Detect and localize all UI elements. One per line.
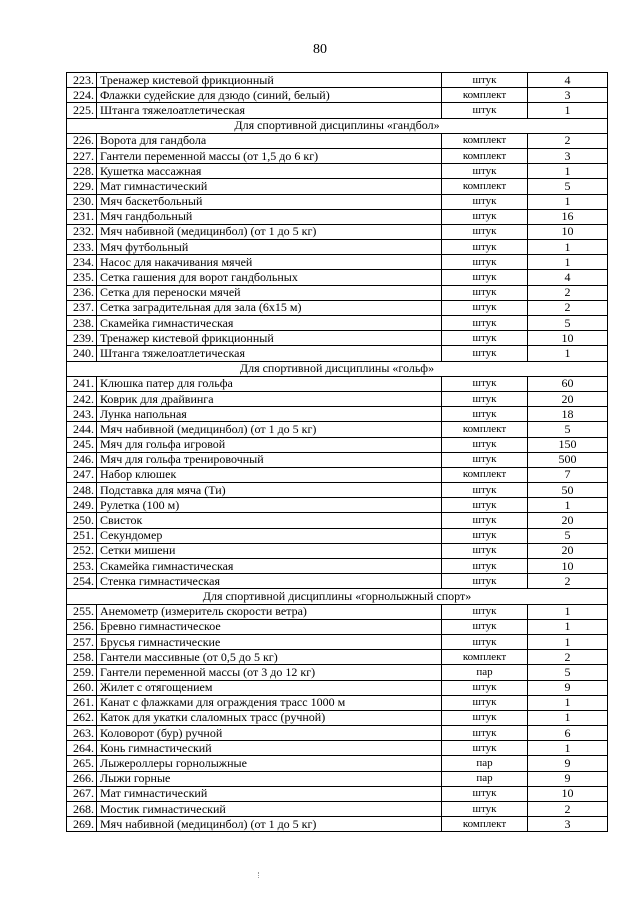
row-number: 263. — [67, 726, 97, 741]
table-row — [67, 756, 608, 771]
item-name: Флажки судейские для дзюдо (синий, белый) — [97, 88, 442, 103]
row-number: 236. — [67, 285, 97, 300]
table-row — [67, 148, 608, 163]
item-quantity: 3 — [528, 148, 608, 163]
table-row — [67, 224, 608, 239]
row-number: 269. — [67, 817, 97, 832]
item-unit: штук — [442, 741, 528, 756]
row-number: 255. — [67, 604, 97, 619]
item-quantity: 2 — [528, 300, 608, 315]
row-number: 228. — [67, 164, 97, 179]
item-unit: штук — [442, 240, 528, 255]
section-header-row — [67, 118, 608, 133]
item-quantity: 9 — [528, 771, 608, 786]
item-unit: штук — [442, 559, 528, 574]
section-title: Для спортивной дисциплины «гандбол» — [67, 118, 608, 133]
item-unit: комплект — [442, 148, 528, 163]
row-number: 234. — [67, 255, 97, 270]
item-quantity: 5 — [528, 179, 608, 194]
item-quantity: 9 — [528, 756, 608, 771]
row-number: 254. — [67, 574, 97, 589]
row-number: 233. — [67, 240, 97, 255]
item-unit: комплект — [442, 133, 528, 148]
item-quantity: 1 — [528, 604, 608, 619]
item-name: Сетки мишени — [97, 543, 442, 558]
table-row — [67, 726, 608, 741]
item-quantity: 2 — [528, 285, 608, 300]
item-name: Тренажер кистевой фрикционный — [97, 331, 442, 346]
item-unit: штук — [442, 194, 528, 209]
item-name: Мостик гимнастический — [97, 802, 442, 817]
item-quantity: 1 — [528, 634, 608, 649]
item-quantity: 7 — [528, 467, 608, 482]
table-row — [67, 376, 608, 391]
item-unit: пар — [442, 756, 528, 771]
item-unit: штук — [442, 209, 528, 224]
item-unit: комплект — [442, 88, 528, 103]
item-quantity: 5 — [528, 665, 608, 680]
item-unit: штук — [442, 710, 528, 725]
item-name: Мяч набивной (медицинбол) (от 1 до 5 кг) — [97, 422, 442, 437]
item-quantity: 50 — [528, 483, 608, 498]
table-row — [67, 346, 608, 361]
row-number: 237. — [67, 300, 97, 315]
row-number: 245. — [67, 437, 97, 452]
item-unit: штук — [442, 270, 528, 285]
row-number: 224. — [67, 88, 97, 103]
row-number: 238. — [67, 316, 97, 331]
item-name: Гантели массивные (от 0,5 до 5 кг) — [97, 650, 442, 665]
item-unit: штук — [442, 634, 528, 649]
table-row — [67, 559, 608, 574]
row-number: 265. — [67, 756, 97, 771]
item-name: Рулетка (100 м) — [97, 498, 442, 513]
item-name: Мяч для гольфа игровой — [97, 437, 442, 452]
row-number: 249. — [67, 498, 97, 513]
table-row — [67, 270, 608, 285]
item-quantity: 3 — [528, 817, 608, 832]
table-row — [67, 73, 608, 88]
table-row — [67, 194, 608, 209]
item-quantity: 20 — [528, 513, 608, 528]
item-quantity: 1 — [528, 255, 608, 270]
equipment-table — [66, 72, 608, 832]
row-number: 232. — [67, 224, 97, 239]
item-unit: штук — [442, 498, 528, 513]
row-number: 253. — [67, 559, 97, 574]
item-quantity: 1 — [528, 619, 608, 634]
item-name: Сетка заградительная для зала (6х15 м) — [97, 300, 442, 315]
item-quantity: 9 — [528, 680, 608, 695]
item-name: Мяч гандбольный — [97, 209, 442, 224]
table-row — [67, 741, 608, 756]
item-quantity: 2 — [528, 133, 608, 148]
table-row — [67, 619, 608, 634]
row-number: 240. — [67, 346, 97, 361]
table-row — [67, 88, 608, 103]
row-number: 235. — [67, 270, 97, 285]
table-row — [67, 316, 608, 331]
table-row — [67, 179, 608, 194]
row-number: 257. — [67, 634, 97, 649]
item-quantity: 1 — [528, 710, 608, 725]
row-number: 229. — [67, 179, 97, 194]
row-number: 241. — [67, 376, 97, 391]
table-row — [67, 240, 608, 255]
row-number: 260. — [67, 680, 97, 695]
table-row — [67, 391, 608, 406]
row-number: 266. — [67, 771, 97, 786]
item-unit: комплект — [442, 650, 528, 665]
item-name: Сетка гашения для ворот гандбольных — [97, 270, 442, 285]
item-name: Ворота для гандбола — [97, 133, 442, 148]
item-unit: штук — [442, 619, 528, 634]
item-name: Гантели переменной массы (от 1,5 до 6 кг) — [97, 148, 442, 163]
table-row — [67, 209, 608, 224]
item-unit: пар — [442, 771, 528, 786]
item-quantity: 1 — [528, 741, 608, 756]
table-row — [67, 285, 608, 300]
row-number: 226. — [67, 133, 97, 148]
item-unit: штук — [442, 407, 528, 422]
table-row — [67, 452, 608, 467]
section-title: Для спортивной дисциплины «гольф» — [67, 361, 608, 376]
item-unit: штук — [442, 483, 528, 498]
page-number: 80 — [313, 42, 327, 57]
item-name: Мяч футбольный — [97, 240, 442, 255]
item-unit: комплект — [442, 817, 528, 832]
row-number: 247. — [67, 467, 97, 482]
item-name: Сетка для переноски мячей — [97, 285, 442, 300]
item-unit: штук — [442, 346, 528, 361]
item-name: Подставка для мяча (Ти) — [97, 483, 442, 498]
item-unit: штук — [442, 103, 528, 118]
table-row — [67, 802, 608, 817]
item-name: Клюшка патер для гольфа — [97, 376, 442, 391]
item-unit: штук — [442, 224, 528, 239]
item-unit: комплект — [442, 179, 528, 194]
table-row — [67, 437, 608, 452]
table-row — [67, 771, 608, 786]
item-name: Коврик для драйвинга — [97, 391, 442, 406]
item-quantity: 2 — [528, 802, 608, 817]
item-quantity: 1 — [528, 194, 608, 209]
table-row — [67, 255, 608, 270]
item-name: Штанга тяжелоатлетическая — [97, 346, 442, 361]
item-name: Кушетка массажная — [97, 164, 442, 179]
item-quantity: 1 — [528, 498, 608, 513]
item-unit: штук — [442, 73, 528, 88]
section-title: Для спортивной дисциплины «горнолыжный спорт» — [67, 589, 608, 604]
item-name: Канат с флажками для ограждения трасс 1000 м — [97, 695, 442, 710]
item-unit: комплект — [442, 467, 528, 482]
item-unit: штук — [442, 255, 528, 270]
item-unit: штук — [442, 452, 528, 467]
item-unit: пар — [442, 665, 528, 680]
item-name: Анемометр (измеритель скорости ветра) — [97, 604, 442, 619]
item-name: Секундомер — [97, 528, 442, 543]
item-name: Свисток — [97, 513, 442, 528]
table-row — [67, 634, 608, 649]
item-quantity: 1 — [528, 164, 608, 179]
section-header-row — [67, 361, 608, 376]
item-quantity: 60 — [528, 376, 608, 391]
item-unit: штук — [442, 513, 528, 528]
row-number: 267. — [67, 786, 97, 801]
item-name: Мяч набивной (медицинбол) (от 1 до 5 кг) — [97, 817, 442, 832]
table-row — [67, 710, 608, 725]
item-quantity: 16 — [528, 209, 608, 224]
row-number: 258. — [67, 650, 97, 665]
item-name: Лыжи горные — [97, 771, 442, 786]
table-row — [67, 513, 608, 528]
item-unit: штук — [442, 695, 528, 710]
item-quantity: 1 — [528, 240, 608, 255]
row-number: 239. — [67, 331, 97, 346]
item-quantity: 6 — [528, 726, 608, 741]
table-row — [67, 483, 608, 498]
item-quantity: 5 — [528, 316, 608, 331]
item-name: Брусья гимнастические — [97, 634, 442, 649]
item-name: Штанга тяжелоатлетическая — [97, 103, 442, 118]
row-number: 252. — [67, 543, 97, 558]
item-quantity: 4 — [528, 73, 608, 88]
item-quantity: 10 — [528, 224, 608, 239]
table-row — [67, 422, 608, 437]
item-name: Скамейка гимнастическая — [97, 559, 442, 574]
item-unit: штук — [442, 437, 528, 452]
item-quantity: 10 — [528, 331, 608, 346]
item-name: Мяч для гольфа тренировочный — [97, 452, 442, 467]
item-quantity: 5 — [528, 422, 608, 437]
row-number: 251. — [67, 528, 97, 543]
row-number: 223. — [67, 73, 97, 88]
row-number: 264. — [67, 741, 97, 756]
row-number: 262. — [67, 710, 97, 725]
row-number: 242. — [67, 391, 97, 406]
item-name: Мат гимнастический — [97, 786, 442, 801]
table-row — [67, 786, 608, 801]
row-number: 243. — [67, 407, 97, 422]
item-unit: штук — [442, 316, 528, 331]
item-name: Скамейка гимнастическая — [97, 316, 442, 331]
table-row — [67, 300, 608, 315]
table-row — [67, 407, 608, 422]
row-number: 261. — [67, 695, 97, 710]
table-row — [67, 680, 608, 695]
item-unit: штук — [442, 331, 528, 346]
item-unit: штук — [442, 574, 528, 589]
item-unit: штук — [442, 376, 528, 391]
item-quantity: 150 — [528, 437, 608, 452]
table-row — [67, 331, 608, 346]
table-row — [67, 164, 608, 179]
item-name: Мяч набивной (медицинбол) (от 1 до 5 кг) — [97, 224, 442, 239]
item-quantity: 1 — [528, 103, 608, 118]
item-quantity: 1 — [528, 346, 608, 361]
item-unit: штук — [442, 285, 528, 300]
item-name: Конь гимнастический — [97, 741, 442, 756]
section-header-row — [67, 589, 608, 604]
row-number: 250. — [67, 513, 97, 528]
item-quantity: 20 — [528, 543, 608, 558]
scan-artifact — [258, 872, 262, 878]
table-row — [67, 817, 608, 832]
item-name: Гантели переменной массы (от 3 до 12 кг) — [97, 665, 442, 680]
item-name: Коловорот (бур) ручной — [97, 726, 442, 741]
item-name: Мат гимнастический — [97, 179, 442, 194]
table-row — [67, 604, 608, 619]
row-number: 225. — [67, 103, 97, 118]
row-number: 246. — [67, 452, 97, 467]
row-number: 248. — [67, 483, 97, 498]
item-unit: штук — [442, 786, 528, 801]
table-row — [67, 498, 608, 513]
item-quantity: 4 — [528, 270, 608, 285]
item-quantity: 10 — [528, 786, 608, 801]
table-row — [67, 574, 608, 589]
table-row — [67, 695, 608, 710]
item-name: Насос для накачивания мячей — [97, 255, 442, 270]
item-quantity: 1 — [528, 695, 608, 710]
item-quantity: 18 — [528, 407, 608, 422]
item-name: Набор клюшек — [97, 467, 442, 482]
item-quantity: 2 — [528, 574, 608, 589]
item-name: Стенка гимнастическая — [97, 574, 442, 589]
item-quantity: 5 — [528, 528, 608, 543]
row-number: 244. — [67, 422, 97, 437]
row-number: 230. — [67, 194, 97, 209]
table-row — [67, 467, 608, 482]
row-number: 256. — [67, 619, 97, 634]
row-number: 268. — [67, 802, 97, 817]
item-quantity: 3 — [528, 88, 608, 103]
table-row — [67, 543, 608, 558]
table-row — [67, 665, 608, 680]
item-quantity: 20 — [528, 391, 608, 406]
item-name: Мяч баскетбольный — [97, 194, 442, 209]
item-unit: штук — [442, 802, 528, 817]
item-name: Каток для укатки слаломных трасс (ручной) — [97, 710, 442, 725]
item-quantity: 2 — [528, 650, 608, 665]
item-unit: комплект — [442, 422, 528, 437]
table-row — [67, 103, 608, 118]
item-quantity: 10 — [528, 559, 608, 574]
item-unit: штук — [442, 528, 528, 543]
row-number: 259. — [67, 665, 97, 680]
item-name: Лыжероллеры горнолыжные — [97, 756, 442, 771]
table-row — [67, 650, 608, 665]
item-name: Бревно гимнастическое — [97, 619, 442, 634]
item-unit: штук — [442, 300, 528, 315]
row-number: 231. — [67, 209, 97, 224]
item-quantity: 500 — [528, 452, 608, 467]
item-name: Лунка напольная — [97, 407, 442, 422]
item-unit: штук — [442, 726, 528, 741]
row-number: 227. — [67, 148, 97, 163]
item-unit: штук — [442, 680, 528, 695]
item-unit: штук — [442, 164, 528, 179]
table-row — [67, 528, 608, 543]
item-unit: штук — [442, 543, 528, 558]
item-unit: штук — [442, 391, 528, 406]
table-row — [67, 133, 608, 148]
item-unit: штук — [442, 604, 528, 619]
item-name: Жилет с отягощением — [97, 680, 442, 695]
item-name: Тренажер кистевой фрикционный — [97, 73, 442, 88]
